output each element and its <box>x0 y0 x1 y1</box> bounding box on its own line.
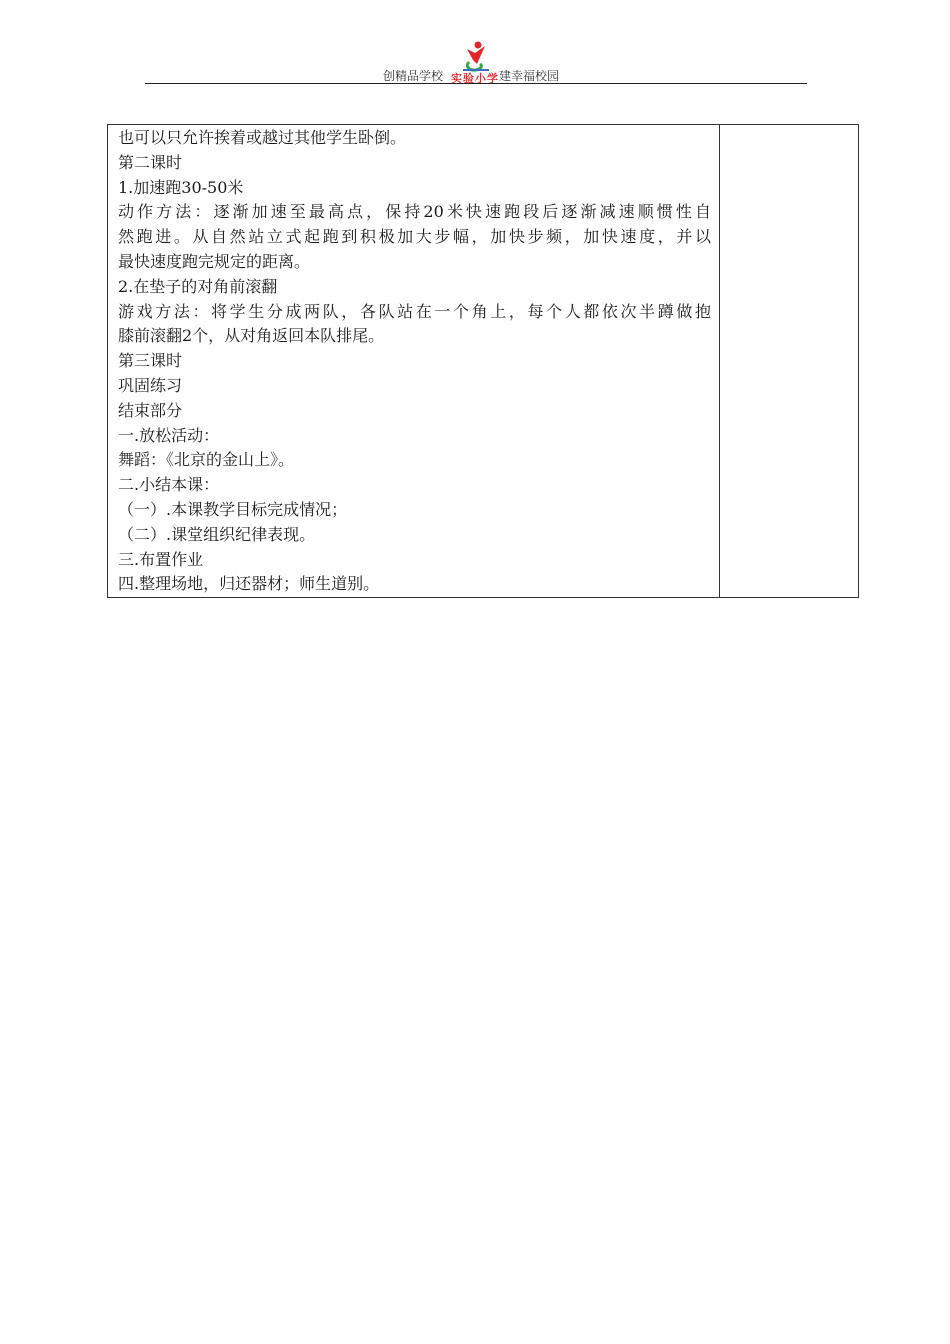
content-line: 动作方法：逐渐加速至最高点，保持20米快速跑段后逐渐减速顺惯性自 <box>118 202 711 222</box>
content-line: 四.整理场地，归还器材；师生道别。 <box>118 574 380 594</box>
content-line: 结束部分 <box>118 400 183 420</box>
lesson-content-cell <box>108 125 720 597</box>
content-line: （一）.本课教学目标完成情况； <box>118 499 348 519</box>
content-line: 游戏方法：将学生分成两队，各队站在一个角上，每个人都依次半蹲做抱 <box>118 301 711 321</box>
page-header <box>145 40 807 85</box>
school-logo <box>445 40 505 84</box>
content-line: 第二课时 <box>118 152 183 172</box>
content-line: 然跑进。从自然站立式起跑到积极加大步幅，加快步频，加快速度，并以 <box>118 227 711 247</box>
content-line: （二）.课堂组织纪律表现。 <box>118 524 316 544</box>
header-divider <box>145 83 807 84</box>
content-line: 巩固练习 <box>118 375 183 395</box>
content-line: 一.放松活动： <box>118 425 220 445</box>
content-line: 2.在垫子的对角前滚翻 <box>118 276 278 296</box>
header-right-text: 建幸福校园 <box>499 69 560 83</box>
logo-figure-icon <box>445 40 505 74</box>
content-line: 第三课时 <box>118 351 183 371</box>
content-line: 最快速度跑完规定的距离。 <box>118 251 311 271</box>
content-line: 三.布置作业 <box>118 549 204 569</box>
content-line: 也可以只允许挨着或越过其他学生卧倒。 <box>118 128 407 147</box>
content-line: 1.加速跑30-50米 <box>118 177 244 197</box>
header-left-text: 创精品学校 <box>383 69 444 83</box>
logo-text: 实验小学 <box>451 72 499 85</box>
lesson-plan-table <box>107 124 859 598</box>
content-line: 膝前滚翻2个，从对角返回本队排尾。 <box>118 326 385 346</box>
content-line: 二.小结本课： <box>118 475 220 495</box>
content-line: 舞蹈：《北京的金山上》。 <box>118 450 295 470</box>
notes-cell <box>720 125 858 597</box>
